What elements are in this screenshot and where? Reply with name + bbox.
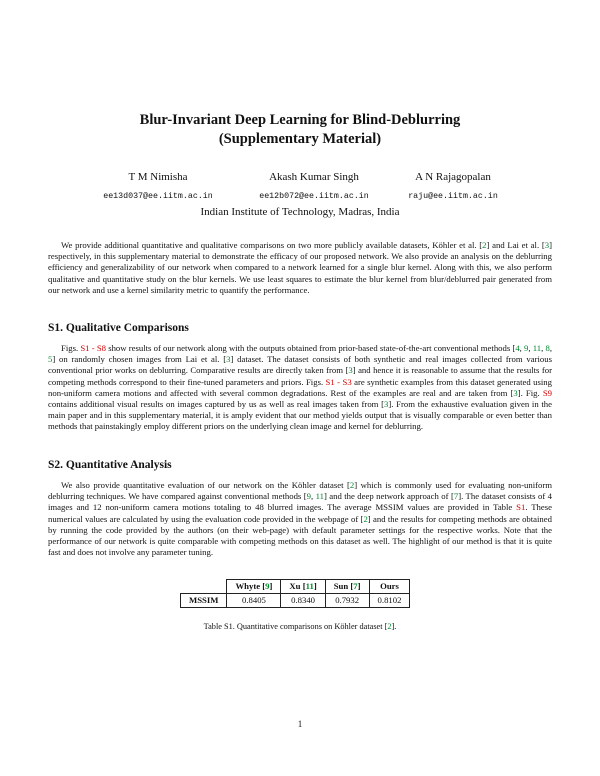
author-name: Akash Kumar Singh [269,171,359,183]
table-cell: 0.7932 [325,594,369,608]
text: ] and the deep network approach of [ [323,491,454,502]
citation-link[interactable]: 3 [226,354,231,365]
text: ] on randomly chosen images from Lai et al. [ [52,354,227,365]
table-caption [0,621,600,632]
table-cell: 0.8405 [227,594,281,608]
column-name: Sun [333,581,349,591]
text: Table S1. Quantitative comparisons on Köhler dataset [ [203,622,388,631]
text: ] dataset. The dataset consists of both synthetic and real images collected from various conventional prior works on deblurring. Comparative results are directly taken from [ [48,354,552,376]
title-line-1: Blur-Invariant Deep Learning for Blind-Deblurring [139,112,461,128]
column-header: Sun [7] [325,580,369,594]
text: contains additional visual results on images captured by us as well as real images taken from [ [48,399,385,410]
column-header: Xu [11] [281,580,325,594]
text: ]. Fig. [517,387,543,398]
citation-link[interactable]: 3 [513,387,518,398]
text: ] and hence it is reasonable to assume that the results for competing methods correspond to their fine-tuned parameters and priors. Figs. [48,365,552,387]
text: ]. The dataset consists of 4 images and 12 non-uniform camera motions totaling to 48 blurred images. The average MSSIM values are provided in Table [48,491,552,513]
citation-link[interactable]: 3 [384,399,389,410]
author-name: A N Rajagopalan [415,171,491,183]
text: ] respectively, in this supplementary material to demonstrate the efficacy of our proposed network. We also provide an analysis on the deblurring efficiency and generalizability of our network when compared to a network learned for a single blur kernel. Along with this, we also perform qualitative and quantitative study on the blur kernels. We use least squares to estimate the blur kernel from blur/deblurred pair generated from our network and use a kernel similarity metric to quantify the performance. [48,240,552,295]
table-corner-cell [181,580,227,594]
section1-paragraph [48,343,552,433]
author-email: ee13d037@ee.iitm.ac.in [103,192,213,201]
column-name: Ours [380,581,399,591]
column-name: Xu [289,581,301,591]
figure-link[interactable]: S8 [96,343,106,353]
page-number: 1 [297,719,303,729]
column-header [369,580,410,594]
text: , [519,343,525,353]
text: are synthetic examples from this dataset generated using non-uniform camera motions and affected with several common degradations. Rest of the examples are real and are taken from [ [48,376,552,398]
text: - [334,376,343,387]
text: We also provide quantitative evaluation of our network on the Köhler dataset [ [61,480,350,490]
table-cell: 0.8102 [369,594,410,608]
author-email: ee12b072@ee.iitm.ac.in [259,192,369,201]
text: , [310,491,316,502]
text: , [541,343,546,353]
author-block-1 [73,170,243,203]
section-heading-s2: S2. Quantitative Analysis [48,459,172,471]
author-email: raju@ee.iitm.ac.in [408,192,498,201]
author-block-3 [368,170,538,203]
table-cell: 0.8340 [281,594,325,608]
paper-title [0,111,600,149]
text: ]. [391,622,397,631]
citation-link[interactable]: 7 [453,491,459,502]
citation-link[interactable]: 3 [544,240,550,250]
results-table [180,579,410,608]
citation-link[interactable]: 4 [515,343,520,353]
figure-link[interactable]: S1 [80,343,90,353]
text: . These numerical values are calculated by using the evaluation code provided in the webpage of [ [48,502,552,524]
abstract-paragraph [48,240,552,296]
citation-link[interactable]: 3 [348,365,353,376]
table-header-row [181,580,410,594]
text: ] and the results for competing methods are obtained by running the code provided by the authors (on their web-page) with default parameter settings for the respective works. Note that the performance of our network is quite comparable with competing methods on this dataset as well. The highlight of our method is that it is quite fast and does not involve any parameter tuning. [48,513,552,558]
figure-link[interactable]: S1 [325,376,335,387]
affiliation: Indian Institute of Technology, Madras, India [200,206,400,218]
text: ] and Lai et al. [ [486,240,545,250]
citation-link[interactable]: 9 [306,491,311,502]
citation-link[interactable]: 9 [265,581,270,591]
citation-link[interactable]: 2 [363,513,368,524]
author-name: T M Nimisha [128,171,188,183]
figure-link[interactable]: S3 [342,376,352,387]
text: ] which is commonly used for evaluating non-uniform deblurring techniques. We have compared against conventional methods [ [48,480,553,502]
figure-link[interactable]: S9 [542,387,553,398]
citation-link[interactable]: 11 [315,491,324,502]
column-header: Whyte [9] [227,580,281,594]
citation-link[interactable]: 2 [482,240,487,250]
citation-link[interactable]: 11 [532,343,542,353]
citation-link[interactable]: 11 [305,581,314,591]
title-line-2: (Supplementary Material) [218,131,382,147]
text: , [549,343,553,353]
section-heading-s1: S1. Qualitative Comparisons [48,322,189,334]
table-row [181,594,410,608]
citation-link[interactable]: 7 [353,581,358,591]
citation-link[interactable]: 5 [48,354,53,365]
citation-link[interactable]: 2 [387,622,392,631]
citation-link[interactable]: 2 [349,480,355,490]
text: Figs. [61,343,81,353]
column-name: Whyte [235,581,261,591]
citation-link[interactable]: 9 [524,343,529,353]
section2-paragraph [48,480,552,558]
citation-link[interactable]: 8 [545,343,550,353]
text: , [528,343,533,353]
text: We provide additional quantitative and qualitative comparisons on two more publicly available datasets, Köhler et al. [ [61,240,483,250]
row-label: MSSIM [181,594,227,608]
table-link[interactable]: S1 [516,502,526,513]
text: ]. From the exhaustive evaluation given in the main paper and in this supplementary material, it is amply evident that our method yields output that is visually comparable or even better than methods that painstakingly employ different priors on the underlying clean image and kernel for deblurring. [48,399,552,432]
text: - [89,343,97,353]
text: show results of our network along with the outputs obtained from prior-based state-of-the-art conventional methods [ [106,343,516,353]
